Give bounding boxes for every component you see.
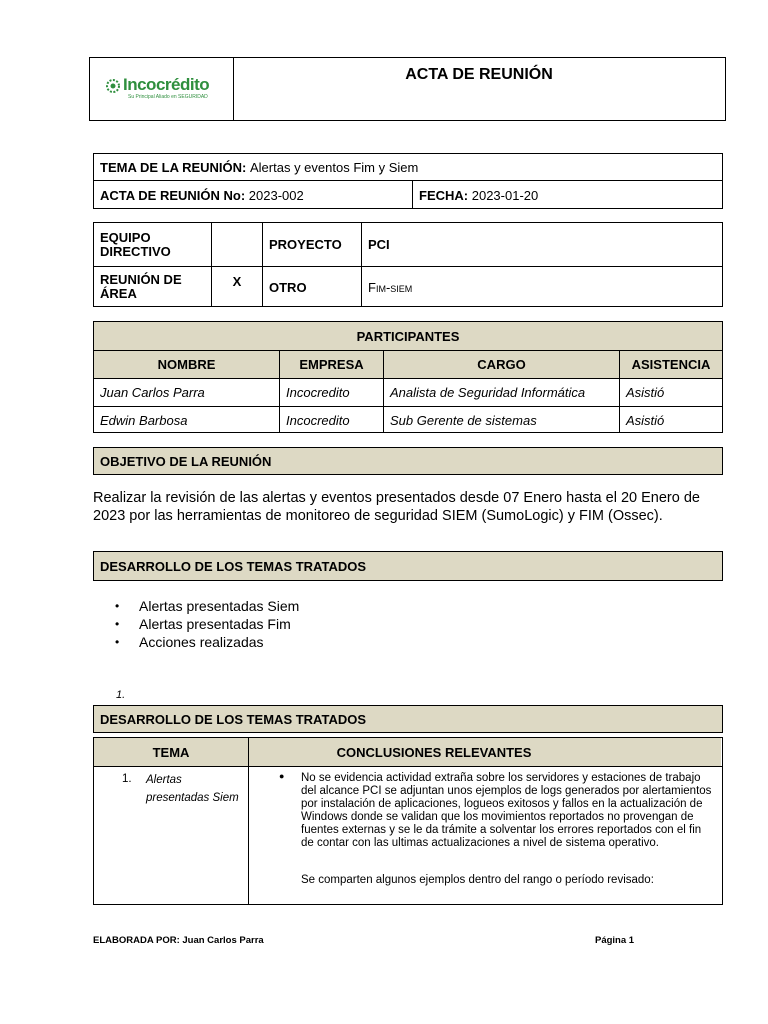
objective-text: Realizar la revisión de las alertas y eventos presentados desde 07 Enero hasta el 20 Enero de 2023 por las herramientas de monitoreo de seguridad SIEM (SumoLogic) y FIM (Ossec).	[93, 490, 700, 524]
conclusions-column-header: CONCLUSIONES RELEVANTES	[336, 744, 532, 760]
logo-icon	[105, 76, 125, 96]
list-number: 1.	[116, 689, 126, 701]
otro-value: Fim-siem	[368, 279, 413, 295]
bullet-icon: ●	[279, 771, 285, 781]
topics-title: DESARROLLO DE LOS TEMAS TRATADOS	[100, 711, 367, 727]
date-label: FECHA:	[419, 187, 469, 203]
topics-table	[93, 737, 723, 905]
date-value: 2023-01-20	[471, 187, 539, 203]
meeting-topic-row	[94, 154, 724, 180]
topic-label: TEMA DE LA REUNIÓN:	[100, 159, 247, 175]
meeting-date-cell	[413, 181, 723, 209]
list-item: • Alertas presentadas Siem	[93, 597, 693, 615]
classification-table	[93, 222, 723, 307]
participant-name: Juan Carlos Parra	[100, 385, 205, 400]
participants-table	[93, 321, 723, 433]
otro-label: OTRO	[269, 279, 307, 295]
equipo-directivo-label: EQUIPO DIRECTIVO	[100, 229, 171, 259]
proyecto-value: PCI	[368, 237, 390, 252]
objective-header	[93, 447, 723, 475]
logo-tagline: Su Principal Aliado en SEGURIDAD	[128, 94, 208, 100]
column-header: NOMBRE	[157, 357, 216, 372]
topic-column-header: TEMA	[152, 744, 190, 760]
meeting-number-value: 2023-002	[248, 187, 304, 203]
proyecto-label: PROYECTO	[269, 237, 342, 252]
participant-name: Edwin Barbosa	[100, 412, 188, 428]
document-title: ACTA DE REUNIÓN	[405, 66, 553, 83]
meeting-number-cell	[94, 181, 412, 209]
reunion-area-label: REUNIÓN DE ÁREA	[100, 272, 182, 301]
footer-page-number: Página 1	[595, 935, 635, 946]
objective-title: OBJETIVO DE LA REUNIÓN	[100, 453, 272, 469]
participant-company: Incocredito	[286, 412, 350, 428]
participant-attendance: Asistió	[626, 412, 665, 428]
equipo-directivo-mark	[212, 223, 262, 266]
logo	[90, 58, 234, 120]
footer-author: ELABORADA POR: Juan Carlos Parra	[93, 935, 264, 946]
participant-attendance: Asistió	[626, 385, 665, 400]
topic-value: Alertas y eventos Fim y Siem	[250, 159, 419, 175]
development-title: DESARROLLO DE LOS TEMAS TRATADOS	[100, 558, 367, 574]
topic-name: Alertas presentadas Siem	[146, 774, 239, 804]
list-item: • Acciones realizadas	[93, 633, 693, 651]
participant-company: Incocredito	[286, 385, 350, 400]
participants-title: PARTICIPANTES	[356, 328, 460, 344]
participant-role: Analista de Seguridad Informática	[390, 385, 586, 400]
column-header: ASISTENCIA	[631, 357, 711, 372]
development-header	[93, 551, 723, 581]
meeting-info-table	[93, 153, 723, 209]
column-header: CARGO	[477, 357, 526, 372]
topic-number: 1.	[122, 773, 132, 785]
meeting-number-label: ACTA DE REUNIÓN No:	[100, 187, 246, 203]
reunion-area-mark: X	[232, 273, 242, 289]
conclusion-note: Se comparten algunos ejemplos dentro del rango o período revisado:	[301, 874, 654, 886]
topics-header	[93, 705, 723, 733]
list-item: • Alertas presentadas Fim	[93, 615, 693, 633]
participant-role: Sub Gerente de sistemas	[390, 412, 537, 428]
logo-text: Incocrédito	[123, 75, 210, 94]
document-header	[89, 57, 726, 121]
development-list	[93, 597, 693, 651]
column-header: EMPRESA	[299, 357, 364, 372]
conclusion-text: No se evidencia actividad extraña sobre los servidores y estaciones de trabajo del alcance PCI se adjuntan unos ejemplos de logs generados por alertamientos por instalación de aplicaciones, logueos exitosos y fallos en la actualización de Windows donde se validan que los movimientos reportados no provengan de fuentes externas y se le da trámite a solventar los errores reportados con el fin de contar con las ultimas actualizaciones a nivel de sistema operativo.	[301, 772, 712, 849]
